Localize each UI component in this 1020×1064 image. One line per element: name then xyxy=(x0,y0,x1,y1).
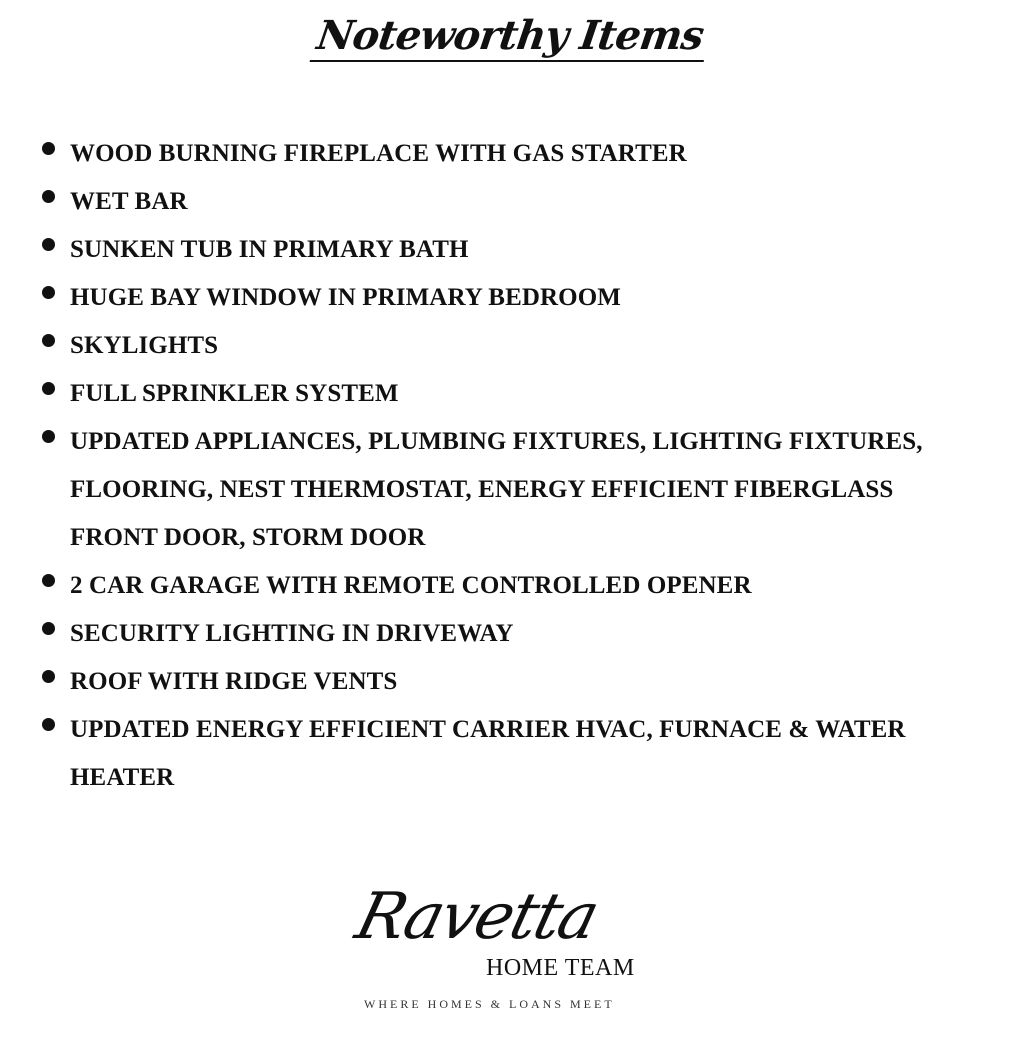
list-item xyxy=(40,274,980,322)
list-item xyxy=(40,178,980,226)
bullet-icon xyxy=(42,430,55,443)
list-item xyxy=(40,610,980,658)
page-title: Noteworthy Items xyxy=(310,14,710,62)
item-text: FULL SPRINKLER SYSTEM xyxy=(70,380,399,407)
list-item xyxy=(40,562,980,610)
list-item xyxy=(40,418,980,562)
item-text: 2 CAR GARAGE WITH REMOTE CONTROLLED OPENER xyxy=(70,572,752,599)
list-item xyxy=(40,130,980,178)
item-text: UPDATED ENERGY EFFICIENT CARRIER HVAC, FURNACE & WATER HEATER xyxy=(70,716,906,791)
item-text: SKYLIGHTS xyxy=(70,332,219,359)
bullet-icon xyxy=(42,238,55,251)
bullet-icon xyxy=(42,382,55,395)
item-text: SUNKEN TUB IN PRIMARY BATH xyxy=(70,236,469,263)
title-container xyxy=(0,14,1020,62)
bullet-icon xyxy=(42,334,55,347)
logo-script-text: Ravetta xyxy=(348,880,605,954)
item-text: UPDATED APPLIANCES, PLUMBING FIXTURES, LIGHTING FIXTURES, FLOORING, NEST THERMOSTAT, ENERGY EFFICIENT FIBERGLASS FRONT DOOR, STORM DOOR xyxy=(70,428,923,551)
bullet-icon xyxy=(42,574,55,587)
item-text: WOOD BURNING FIREPLACE WITH GAS STARTER xyxy=(70,140,687,167)
brand-logo xyxy=(348,880,670,1035)
bullet-icon xyxy=(42,718,55,731)
item-text: SECURITY LIGHTING IN DRIVEWAY xyxy=(70,620,514,647)
list-item xyxy=(40,322,980,370)
logo-team-text: HOME TEAM xyxy=(486,955,635,981)
list-item xyxy=(40,706,980,802)
item-text: WET BAR xyxy=(70,188,188,215)
bullet-icon xyxy=(42,670,55,683)
bullet-icon xyxy=(42,622,55,635)
item-text: ROOF WITH RIDGE VENTS xyxy=(70,668,398,695)
feature-list xyxy=(40,130,980,802)
logo-tagline: WHERE HOMES & LOANS MEET xyxy=(364,997,615,1011)
item-text: HUGE BAY WINDOW IN PRIMARY BEDROOM xyxy=(70,284,621,311)
list-item xyxy=(40,658,980,706)
bullet-icon xyxy=(42,190,55,203)
bullet-icon xyxy=(42,142,55,155)
bullet-icon xyxy=(42,286,55,299)
list-item xyxy=(40,226,980,274)
list-item xyxy=(40,370,980,418)
